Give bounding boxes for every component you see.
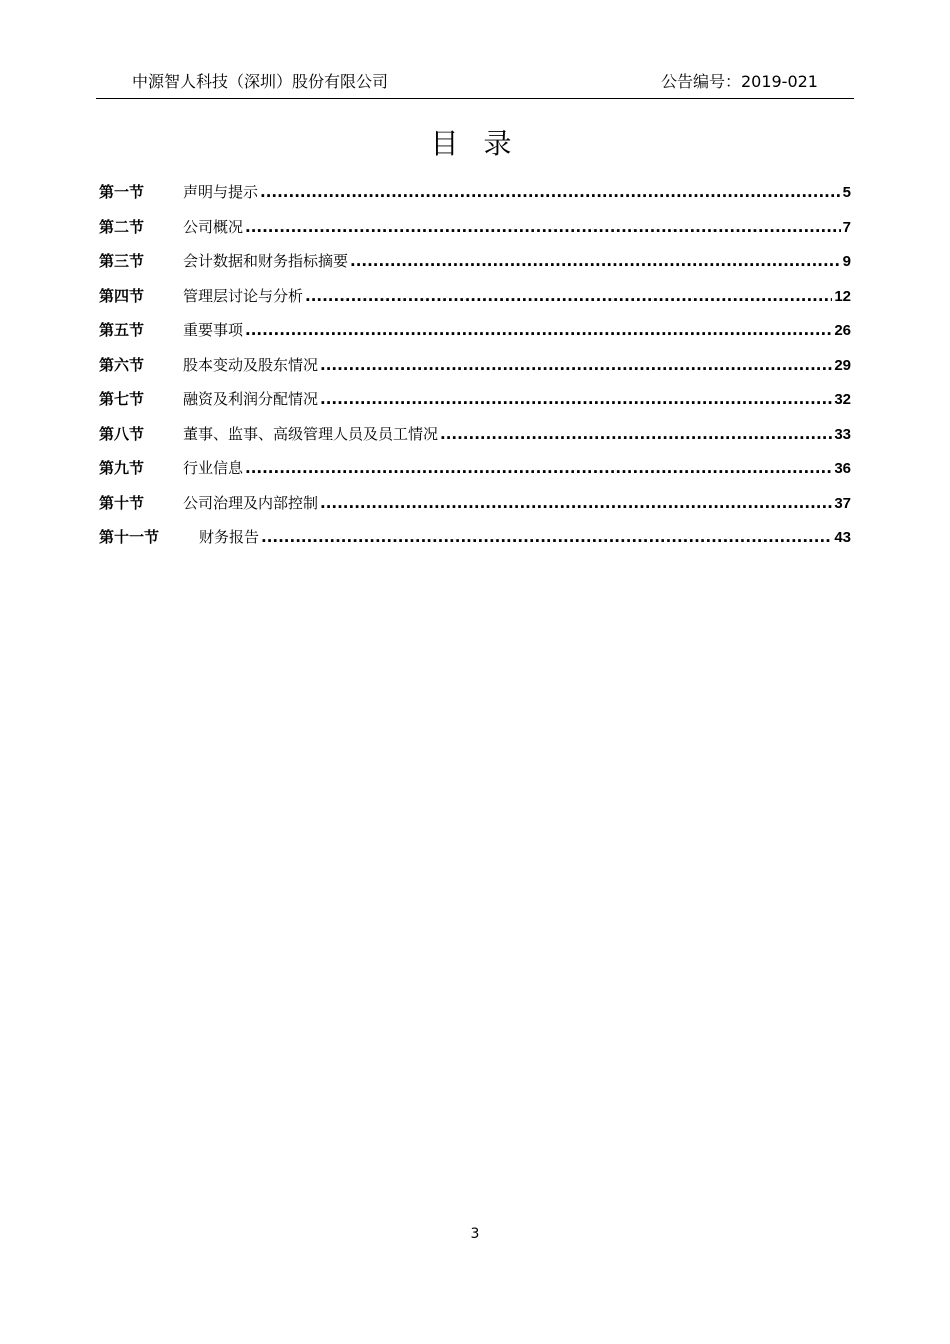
toc-entry-10[interactable] bbox=[99, 491, 851, 526]
toc-section-title: 财务报告 bbox=[199, 528, 260, 546]
company-name: 中源智人科技（深圳）股份有限公司 bbox=[132, 72, 389, 91]
toc-section-title: 董事、监事、高级管理人员及员工情况 bbox=[183, 424, 439, 443]
toc-leader-dots bbox=[305, 284, 832, 308]
toc-entry-2[interactable] bbox=[99, 215, 851, 250]
toc-section-title: 融资及利润分配情况 bbox=[183, 390, 319, 408]
toc-page-number: 12 bbox=[834, 287, 851, 305]
toc-section-title: 公司治理及内部控制 bbox=[183, 493, 319, 512]
toc-entry-6[interactable] bbox=[99, 353, 851, 388]
toc-section-label: 第四节 bbox=[99, 286, 145, 305]
page-header bbox=[96, 70, 854, 99]
toc-entry-1[interactable] bbox=[99, 180, 851, 215]
toc-section-title: 声明与提示 bbox=[183, 183, 259, 201]
toc-entry-8[interactable] bbox=[99, 422, 851, 457]
toc-page-number: 9 bbox=[842, 253, 851, 270]
toc-page-number: 26 bbox=[834, 322, 851, 339]
toc-leader-dots bbox=[260, 180, 841, 204]
toc-leader-dots bbox=[440, 422, 832, 446]
toc-section-label: 第九节 bbox=[99, 459, 145, 477]
toc-leader-dots bbox=[245, 456, 832, 480]
toc-entry-3[interactable] bbox=[99, 249, 851, 284]
toc-section-label: 第十节 bbox=[99, 493, 145, 512]
toc-entry-4[interactable] bbox=[99, 284, 851, 319]
toc-page-number: 29 bbox=[834, 356, 851, 374]
toc-page-number: 5 bbox=[842, 184, 851, 201]
toc-leader-dots bbox=[320, 387, 832, 411]
toc-section-title: 行业信息 bbox=[183, 459, 244, 477]
toc-section-title: 会计数据和财务指标摘要 bbox=[183, 252, 349, 270]
toc-leader-dots bbox=[245, 215, 841, 239]
toc-section-label: 第七节 bbox=[99, 390, 145, 408]
toc-leader-dots bbox=[350, 249, 841, 273]
toc-section-label: 第八节 bbox=[99, 424, 145, 443]
toc-section-title: 管理层讨论与分析 bbox=[183, 286, 304, 305]
toc-leader-dots bbox=[261, 525, 832, 549]
toc-section-label: 第五节 bbox=[99, 321, 145, 339]
toc-leader-dots bbox=[245, 318, 832, 342]
toc-entry-9[interactable] bbox=[99, 456, 851, 491]
toc-entry-7[interactable] bbox=[99, 387, 851, 422]
toc-page-number: 37 bbox=[834, 494, 851, 512]
toc-entry-11[interactable] bbox=[99, 525, 851, 560]
toc-entry-5[interactable] bbox=[99, 318, 851, 353]
footer-page-number: 3 bbox=[470, 1226, 480, 1242]
toc-leader-dots bbox=[320, 491, 832, 515]
toc-page-number: 43 bbox=[834, 529, 851, 546]
toc-page-number: 32 bbox=[834, 391, 851, 408]
toc-section-title: 股本变动及股东情况 bbox=[183, 355, 319, 374]
toc-section-title: 公司概况 bbox=[183, 217, 244, 236]
toc-section-label: 第十一节 bbox=[99, 528, 160, 546]
toc-page-number: 7 bbox=[842, 218, 851, 236]
toc-section-label: 第六节 bbox=[99, 355, 145, 374]
toc-leader-dots bbox=[320, 353, 832, 377]
toc-page-number: 36 bbox=[834, 460, 851, 477]
toc-section-label: 第三节 bbox=[99, 252, 145, 270]
toc-section-title: 重要事项 bbox=[183, 321, 244, 339]
toc-section-label: 第一节 bbox=[99, 183, 145, 201]
toc-section-label: 第二节 bbox=[99, 217, 145, 236]
toc-page-number: 33 bbox=[834, 425, 851, 443]
table-of-contents bbox=[99, 180, 851, 560]
toc-title: 目 录 bbox=[430, 127, 520, 160]
announcement-number: 公告编号：2019-021 bbox=[660, 72, 818, 91]
